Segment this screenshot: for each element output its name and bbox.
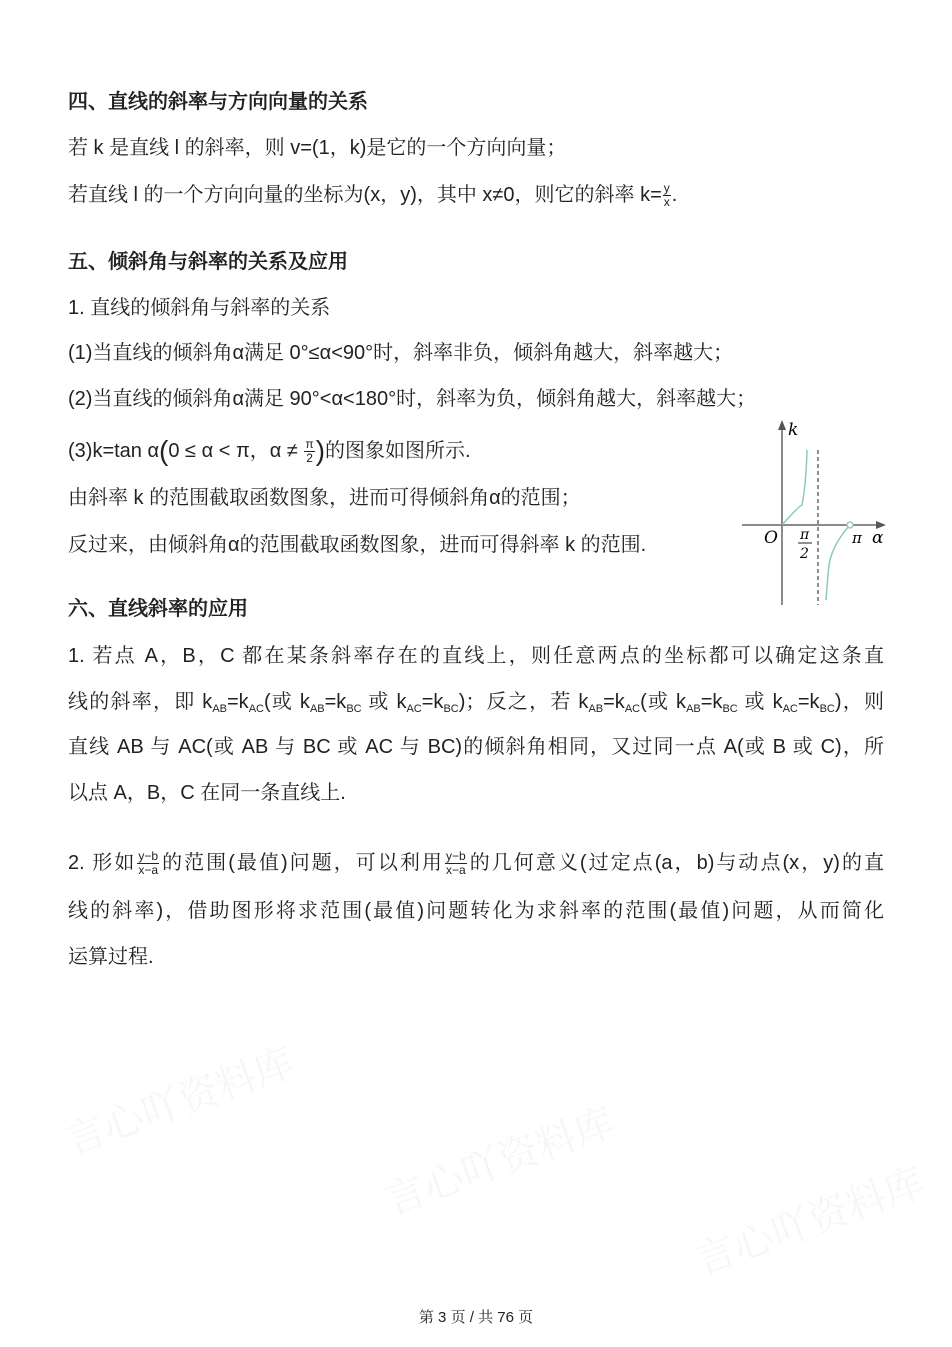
fraction xyxy=(137,850,159,877)
watermark-text xyxy=(690,1160,931,1283)
text-run: (3)k=tan α xyxy=(68,440,160,462)
section-heading xyxy=(68,595,248,623)
fraction xyxy=(304,438,314,465)
text-run: =k xyxy=(700,691,723,713)
section-heading xyxy=(68,88,368,116)
y-label: k xyxy=(788,420,799,440)
text-line xyxy=(68,849,884,877)
text-line xyxy=(68,779,346,807)
text-run: 反过来，由倾斜角α的范围截取函数图象，进而可得斜率 k 的范围. xyxy=(68,534,647,556)
text-run: 六、直线斜率的应用 xyxy=(68,598,248,620)
fraction-numerator: y xyxy=(663,181,670,196)
text-line xyxy=(68,897,884,925)
text-run: 或 k xyxy=(361,691,407,713)
pi-label: π xyxy=(852,529,862,547)
half-pi-num: π xyxy=(800,527,810,543)
text-line xyxy=(68,642,884,670)
text-run: (或 k xyxy=(640,691,687,713)
fraction xyxy=(663,182,671,209)
text-run: 的图象如图所示. xyxy=(325,440,471,462)
subscript: AC xyxy=(624,703,641,715)
text-run: )，则 xyxy=(834,691,885,713)
subscript: AB xyxy=(686,703,701,715)
text-run: 线的斜率，即 k xyxy=(68,691,213,713)
text-run: 1. 若点 A，B，C 都在某条斜率存在的直线上，则任意两点的坐标都可以确定这条直 xyxy=(68,645,884,667)
subscript: AB xyxy=(588,703,604,715)
text-run: (或 k xyxy=(263,691,310,713)
fraction-numerator: y−b xyxy=(138,849,159,864)
subscript: AB xyxy=(309,703,325,715)
subscript: BC xyxy=(722,703,738,715)
large-paren: ( xyxy=(159,435,169,466)
fraction-denominator: 2 xyxy=(306,451,313,466)
text-run: (1)当直线的倾斜角α满足 0°≤α<90°时，斜率非负，倾斜角越大，斜率越大； xyxy=(68,342,734,364)
text-run: 五、倾斜角与斜率的关系及应用 xyxy=(68,251,348,273)
fraction-numerator: π xyxy=(305,437,314,452)
watermark-text xyxy=(380,1100,621,1223)
text-run: )；反之，若 k xyxy=(458,691,589,713)
curve-left xyxy=(782,450,807,525)
text-run: 线的斜率)，借助图形将求范围(最值)问题转化为求斜率的范围(最值)问题，从而简化 xyxy=(68,900,884,922)
text-run: 四、直线的斜率与方向向量的关系 xyxy=(68,91,368,113)
text-run: 1. 直线的倾斜角与斜率的关系 xyxy=(68,297,331,319)
text-line xyxy=(68,181,677,209)
text-run: 的几何意义(过定点(a，b)与动点(x，y)的直 xyxy=(467,852,884,874)
fraction-numerator: y−b xyxy=(445,849,466,864)
text-run: =k xyxy=(797,691,820,713)
text-run: 的范围(最值)问题，可以利用 xyxy=(160,852,444,874)
text-line xyxy=(68,484,581,512)
subscript: AC xyxy=(782,703,798,715)
y-axis-arrow xyxy=(778,420,786,430)
subscript: AC xyxy=(406,703,422,715)
text-line xyxy=(68,531,646,559)
text-line xyxy=(68,733,884,761)
open-point xyxy=(847,522,853,528)
text-line xyxy=(68,385,756,413)
text-line xyxy=(68,294,330,322)
subscript: AB xyxy=(212,703,227,715)
subscript: BC xyxy=(819,703,835,715)
text-run: =k xyxy=(324,691,347,713)
watermark-text xyxy=(60,1040,301,1163)
subscript: AC xyxy=(248,703,264,715)
text-run: =k xyxy=(421,691,444,713)
text-line xyxy=(68,943,154,971)
x-label: α xyxy=(872,528,884,548)
text-line xyxy=(68,437,471,465)
large-paren: ) xyxy=(315,435,326,466)
text-run: (2)当直线的倾斜角α满足 90°<α<180°时，斜率为负，倾斜角越大，斜率越大； xyxy=(68,388,757,410)
fraction xyxy=(445,850,467,877)
subscript: BC xyxy=(443,703,459,715)
origin-label: O xyxy=(764,528,778,548)
page-footer: 第 3 页 / 共 76 页 xyxy=(418,1309,534,1326)
subscript: BC xyxy=(346,703,362,715)
text-run: 或 k xyxy=(737,691,783,713)
curve-right xyxy=(826,525,850,600)
fraction-denominator: x−a xyxy=(445,863,466,878)
text-run: 运算过程. xyxy=(68,946,154,968)
text-line xyxy=(68,688,884,716)
tangent-graph xyxy=(740,415,890,610)
fraction-denominator: x xyxy=(663,195,670,210)
text-run: =k xyxy=(227,691,249,713)
text-run: . xyxy=(671,184,678,206)
text-line xyxy=(68,339,733,367)
text-run: 0 ≤ α < π，α ≠ xyxy=(168,440,304,462)
text-run: 以点 A，B，C 在同一条直线上. xyxy=(68,782,346,804)
section-heading xyxy=(68,248,348,276)
text-run: 若直线 l 的一个方向向量的坐标为(x，y)，其中 x≠0，则它的斜率 k= xyxy=(68,184,662,206)
text-run: 直线 AB 与 AC(或 AB 与 BC 或 AC 与 BC)的倾斜角相同，又过同一点 A(或 B 或 C)，所 xyxy=(68,736,884,758)
half-pi-den: 2 xyxy=(800,546,809,562)
text-run: 若 k 是直线 l 的斜率，则 v=(1，k)是它的一个方向向量； xyxy=(68,137,567,159)
text-run: 2. 形如 xyxy=(68,852,137,874)
text-run: 由斜率 k 的范围截取函数图象，进而可得倾斜角α的范围； xyxy=(68,487,581,509)
text-run: =k xyxy=(603,691,625,713)
text-line xyxy=(68,134,566,162)
fraction-denominator: x−a xyxy=(138,863,159,878)
